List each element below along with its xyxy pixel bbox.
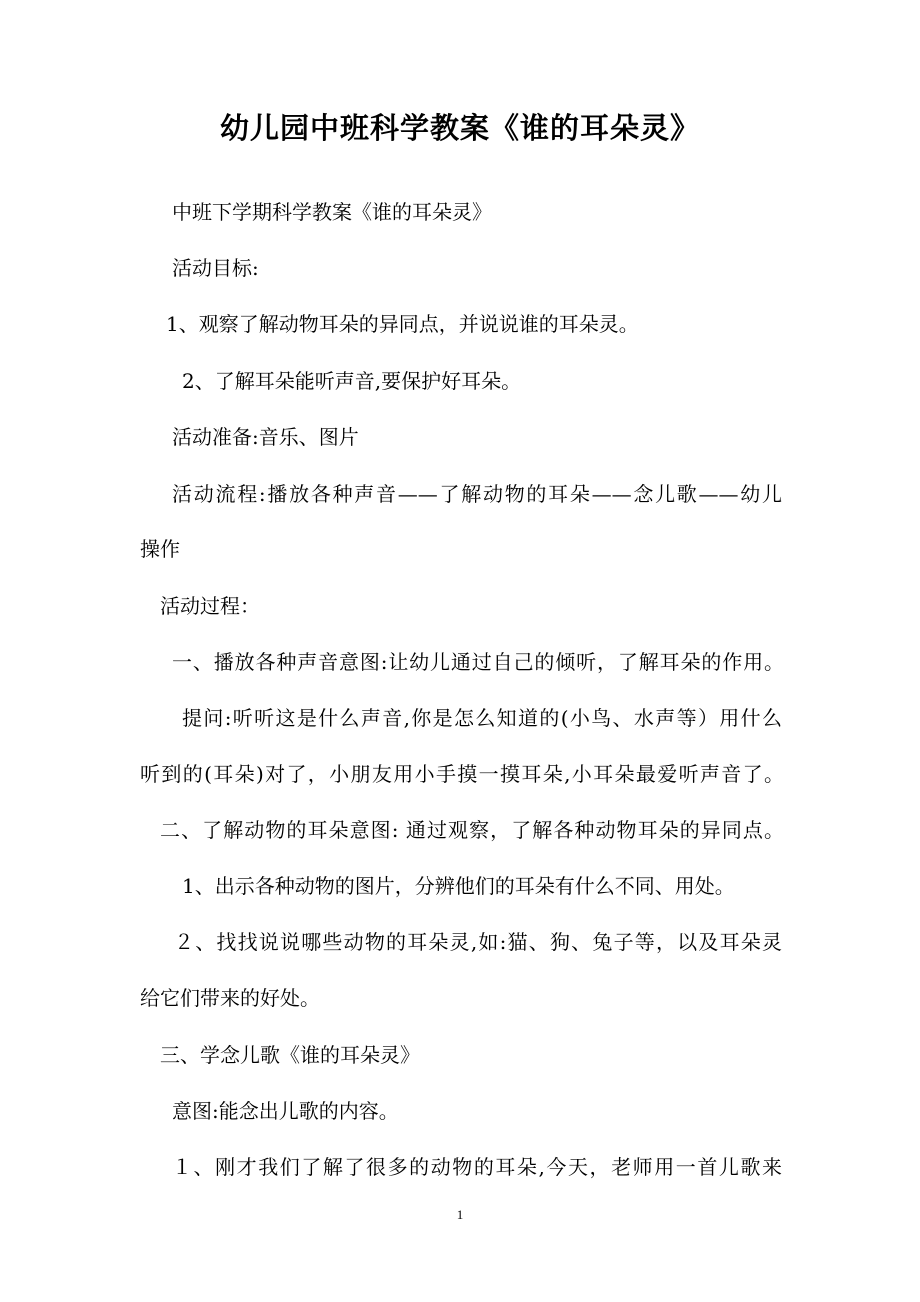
section-1-line: 一、播放各种声音意图:让幼儿通过自己的倾听，了解耳朵的作用。: [172, 650, 784, 674]
activity-flow-line-2: 操作: [140, 537, 180, 561]
section-3-intent: 意图:能念出儿歌的内容。: [172, 1099, 399, 1123]
section-2-item-2-line-1: ２、找找说说哪些动物的耳朵灵,如:猫、狗、兔子等，以及耳朵灵: [174, 930, 782, 954]
activity-preparation: 活动准备:音乐、图片: [172, 425, 359, 449]
page-number: 1: [456, 1207, 464, 1222]
section-2-item-1: 1、出示各种动物的图片，分辨他们的耳朵有什么不同、用处。: [182, 874, 735, 898]
activity-goals-heading: 活动目标:: [172, 256, 259, 280]
goal-item-2: 2、了解耳朵能听声音,要保护好耳朵。: [182, 369, 522, 393]
section-2-item-2-line-2: 给它们带来的好处。: [140, 986, 320, 1010]
section-3-item-1: １、刚才我们了解了很多的动物的耳朵,今天，老师用一首儿歌来: [172, 1155, 782, 1179]
section-2-line: 二、了解动物的耳朵意图: 通过观察，了解各种动物耳朵的异同点。: [160, 818, 784, 842]
document-title: 幼儿园中班科学教案《谁的耳朵灵》: [219, 111, 700, 145]
subtitle-line: 中班下学期科学教案《谁的耳朵灵》: [172, 200, 492, 224]
activity-process-heading: 活动过程：: [160, 594, 260, 618]
question-line-1: 提问:听听这是什么声音,你是怎么知道的(小鸟、水声等）用什么: [182, 706, 782, 730]
activity-flow-line-1: 活动流程:播放各种声音——了解动物的耳朵——念儿歌——幼儿: [172, 482, 782, 506]
section-3-heading: 三、学念儿歌《谁的耳朵灵》: [160, 1043, 420, 1067]
question-line-2: 听到的(耳朵)对了，小朋友用小手摸一摸耳朵,小耳朵最爱听声音了。: [140, 762, 784, 786]
goal-item-1: 1、观察了解动物耳朵的异同点，并说说谁的耳朵灵。: [166, 312, 639, 336]
